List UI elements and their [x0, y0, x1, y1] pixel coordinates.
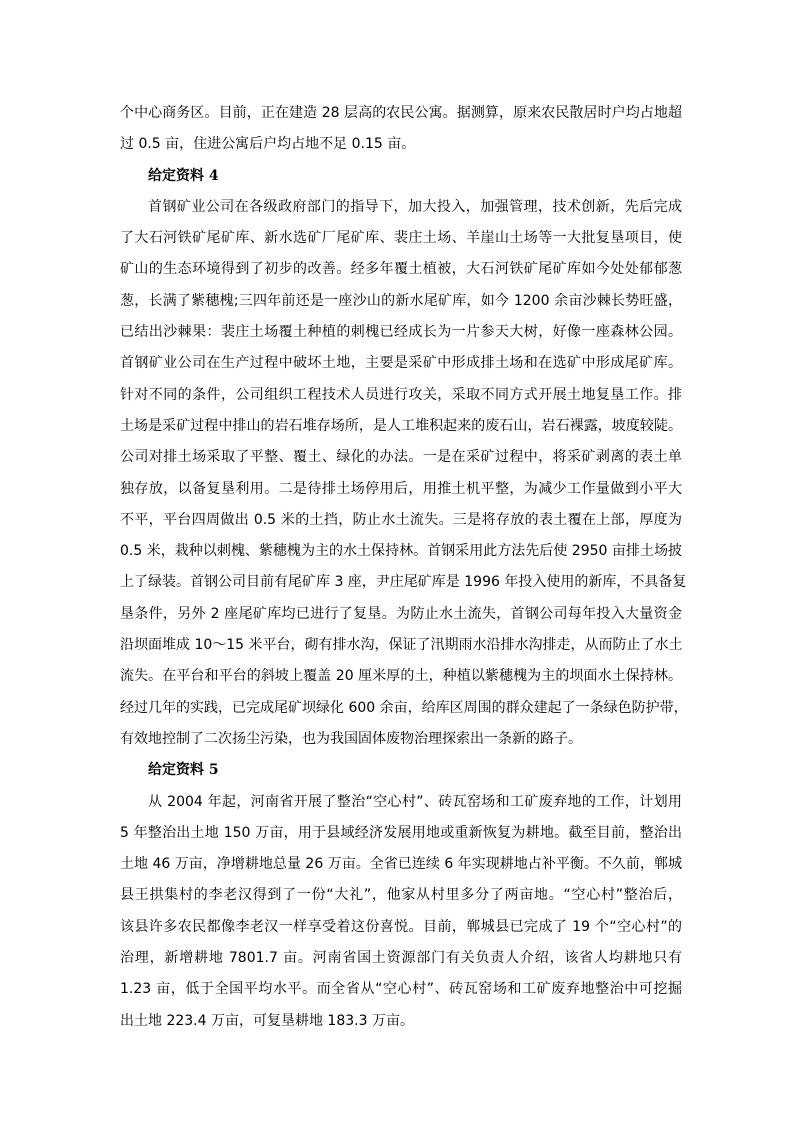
paragraph-line: 针对不同的条件，公司组织工程技术人员进行攻关，采取不同方式开展土地复垦工作。排: [120, 386, 682, 403]
paragraph-line: 0.5 米，栽种以刺槐、紫穗槐为主的水土保持林。首钢采用此方法先后使 2950 亩排土场披: [120, 543, 682, 560]
paragraph-line: 治理，新增耕地 7801.7 亩。河南省国土资源部门有关负责人介绍，该省人均耕地只有: [120, 950, 682, 967]
paragraph-line: 流失。在平台和平台的斜坡上覆盖 20 厘米厚的土，种植以紫穗槐为主的坝面水土保持林。: [120, 668, 682, 685]
paragraph-line: 上了绿装。首钢公司目前有尾矿库 3 座，尹庄尾矿库是 1996 年投入使用的新库，不具备复: [120, 574, 687, 591]
paragraph-line: 5 年整治出土地 150 万亩，用于县域经济发展用地或重新恢复为耕地。截至目前，整治出: [120, 824, 682, 841]
paragraph-line: 公司对排土场采取了平整、覆土、绿化的办法。一是在采矿过程中，将采矿剥离的表土单: [120, 449, 682, 466]
paragraph-line: 垦条件，另外 2 座尾矿库均已进行了复垦。为防止水土流失，首钢公司每年投入大量资金: [120, 605, 682, 622]
paragraph-line: 矿山的生态环境得到了初步的改善。经多年覆土植被，大石河铁矿尾矿库如今处处郁郁葱: [120, 261, 682, 278]
paragraph-line: 有效地控制了二次扬尘污染，也为我国固体废物治理探索出一条新的路子。: [120, 730, 582, 747]
paragraph-line: 独存放，以备复垦利用。二是待排土场停用后，用推土机平整，为减少工作量做到小平大: [120, 480, 682, 497]
paragraph-line: 不平，平台四周做出 0.5 米的土挡，防止水土流失。三是将存放的表土覆在上部，厚度为: [120, 511, 682, 528]
paragraph-line: 过 0.5 亩，住进公寓后户均占地不足 0.15 亩。: [120, 136, 416, 153]
paragraph-line: 首钢矿业公司在各级政府部门的指导下，加大投入，加强管理，技术创新，先后完成: [148, 198, 682, 215]
document-page: [120, 98, 688, 1037]
paragraph-line: 土地 46 万亩，净增耕地总量 26 万亩。全省已连续 6 年实现耕地占补平衡。不久前，郸城: [120, 856, 682, 873]
paragraph-line: 个中心商务区。目前，正在建造 28 层高的农民公寓。据测算，原来农民散居时户均占地超: [120, 105, 682, 121]
paragraph-line: 1.23 亩，低于全国平均水平。而全省从“空心村”、砖瓦窑场和工矿废弃地整治中可挖掘: [120, 981, 682, 998]
paragraph-line: 县王拱集村的李老汉得到了一份“大礼”，他家从村里多分了两亩地。“空心村”整治后，: [120, 887, 682, 904]
paragraph-line: 该县许多农民都像李老汉一样享受着这份喜悦。目前，郸城县已完成了 19 个“空心村”的: [120, 918, 682, 935]
paragraph-line: 经过几年的实践，已完成尾矿坝绿化 600 余亩，给库区周围的群众建起了一条绿色防护带，: [120, 699, 688, 716]
section-heading: 给定资料 4: [148, 167, 219, 184]
paragraph-line: 葱，长满了紫穗槐;三四年前还是一座沙山的新水尾矿库，如今 1200 余亩沙棘长势旺盛，: [120, 292, 682, 309]
paragraph-line: 沿坝面堆成 10～15 米平台，砌有排水沟，保证了汛期雨水沿排水沟排走，从而防止了水土: [120, 637, 683, 654]
paragraph-line: 已结出沙棘果：裴庄土场覆土种植的刺槐已经成长为一片参天大树，好像一座森林公园。: [120, 324, 682, 341]
paragraph-line: 出土地 223.4 万亩，可复垦耕地 183.3 万亩。: [120, 1012, 414, 1029]
paragraph-line: 首钢矿业公司在生产过程中破坏土地，主要是采矿中形成排土场和在选矿中形成尾矿库。: [120, 355, 682, 372]
section-heading: 给定资料 5: [148, 762, 219, 779]
paragraph-line: 土场是采矿过程中排山的岩石堆存场所，是人工堆积起来的废石山，岩石裸露，坡度较陡。: [120, 417, 682, 434]
paragraph-line: 了大石河铁矿尾矿库、新水选矿厂尾矿库、裴庄土场、羊崖山土场等一大批复垦项目，使: [120, 230, 682, 247]
paragraph-line: 从 2004 年起，河南省开展了整治“空心村”、砖瓦窑场和工矿废弃地的工作，计划用: [148, 793, 682, 810]
